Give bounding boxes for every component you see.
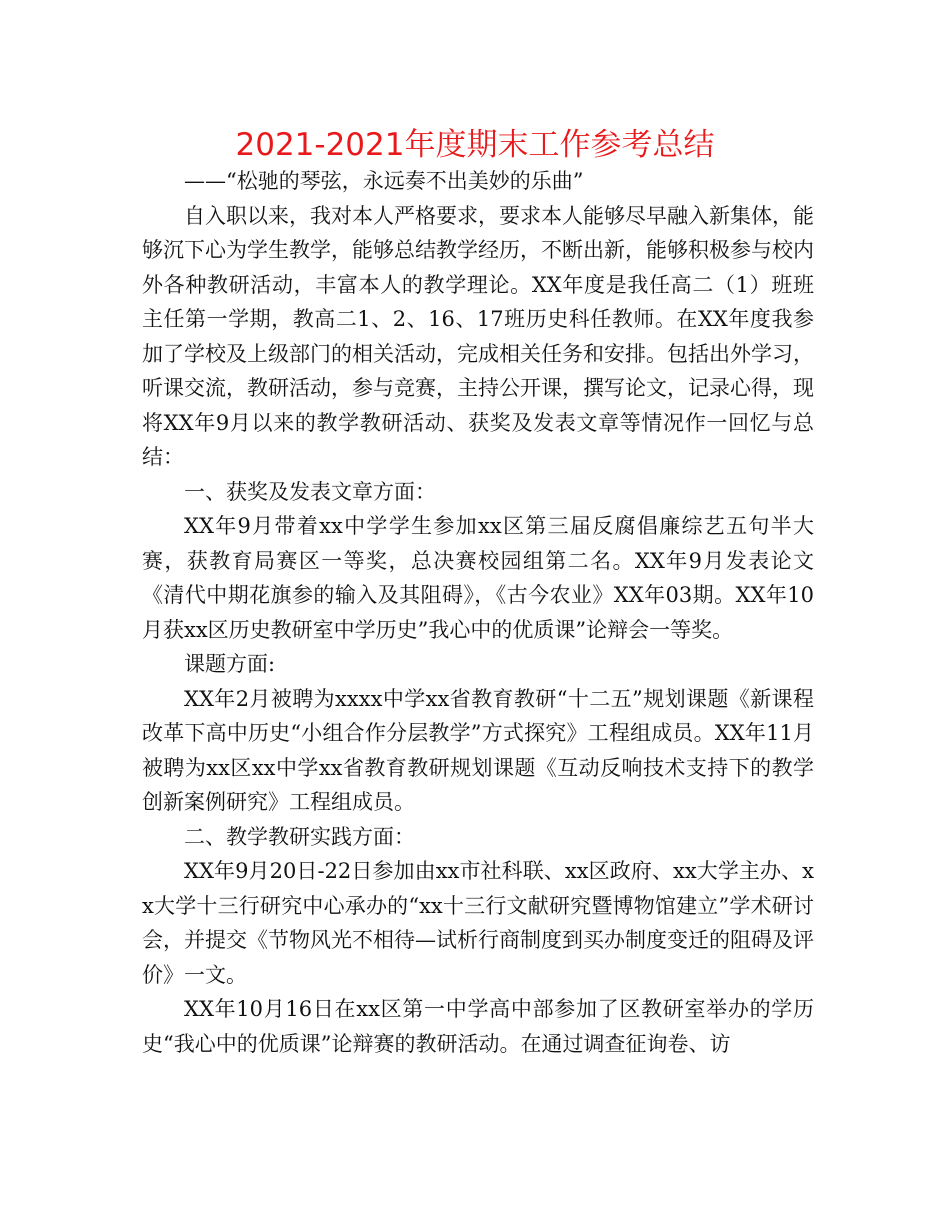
document-body [142,164,814,1061]
section-heading-awards: 一、获奖及发表文章方面： [184,479,436,504]
paragraph-symposium: XX年9月20日-22日参加由xx市社科联、xx区政府、xx大学主办、xx大学十三行研究中心承办的“xx十三行文献研究暨博物馆建立”学术研讨会，并提交《节物风光不相待—试析行商制度到买办制度变迁的阻碍及评价》一文。 [142,859,814,987]
document-subtitle: ——“松驰的琴弦，永远奏不出美妙的乐曲” [184,169,584,193]
paragraph-intro: 自入职以来，我对本人严格要求，要求本人能够尽早融入新集体，能够沉下心为学生教学，能够总结教学经历，不断出新，能够积极参与校内外各种教研活动，丰富本人的教学理论。XX年度是我任高二（1）班班主任第一学期，教高二1、2、16、17班历史科任教师。在XX年度我参加了学校及上级部门的相关活动，完成相关任务和安排。包括出外学习，听课交流，教研活动，参与竞赛，主持公开课，撰写论文，记录心得，现将XX年9月以来的教学教研活动、获奖及发表文章等情况作一回忆与总结： [142,203,814,469]
paragraph-debate: XX年10月16日在xx区第一中学高中部参加了区教研室举办的学历史“我心中的优质课”论辩赛的教研活动。在通过调查征询卷、访 [142,997,814,1056]
document-title: 2021-2021年度期末工作参考总结 [235,127,715,163]
paragraph-awards: XX年9月带着xx中学学生参加xx区第三届反腐倡廉综艺五句半大赛，获教育局赛区一等奖，总决赛校园组第二名。XX年9月发表论文《清代中期花旗参的输入及其阻碍》，《古今农业》XX年03期。XX年10月获xx区历史教研室中学历史”我心中的优质课”论辩会一等奖。 [142,514,814,642]
paragraph-projects: XX年2月被聘为xxxx中学xx省教育教研“十二五”规划课题《新课程改革下高中历史“小组合作分层教学”方式探究》工程组成员。XX年11月被聘为xx区xx中学xx省教育教研规划课题《互动反响技术支持下的教学创新案例研究》工程组成员。 [142,686,814,814]
section-heading-teaching-research: 二、教学教研实践方面： [184,824,415,849]
section-heading-projects: 课题方面: [184,652,276,676]
